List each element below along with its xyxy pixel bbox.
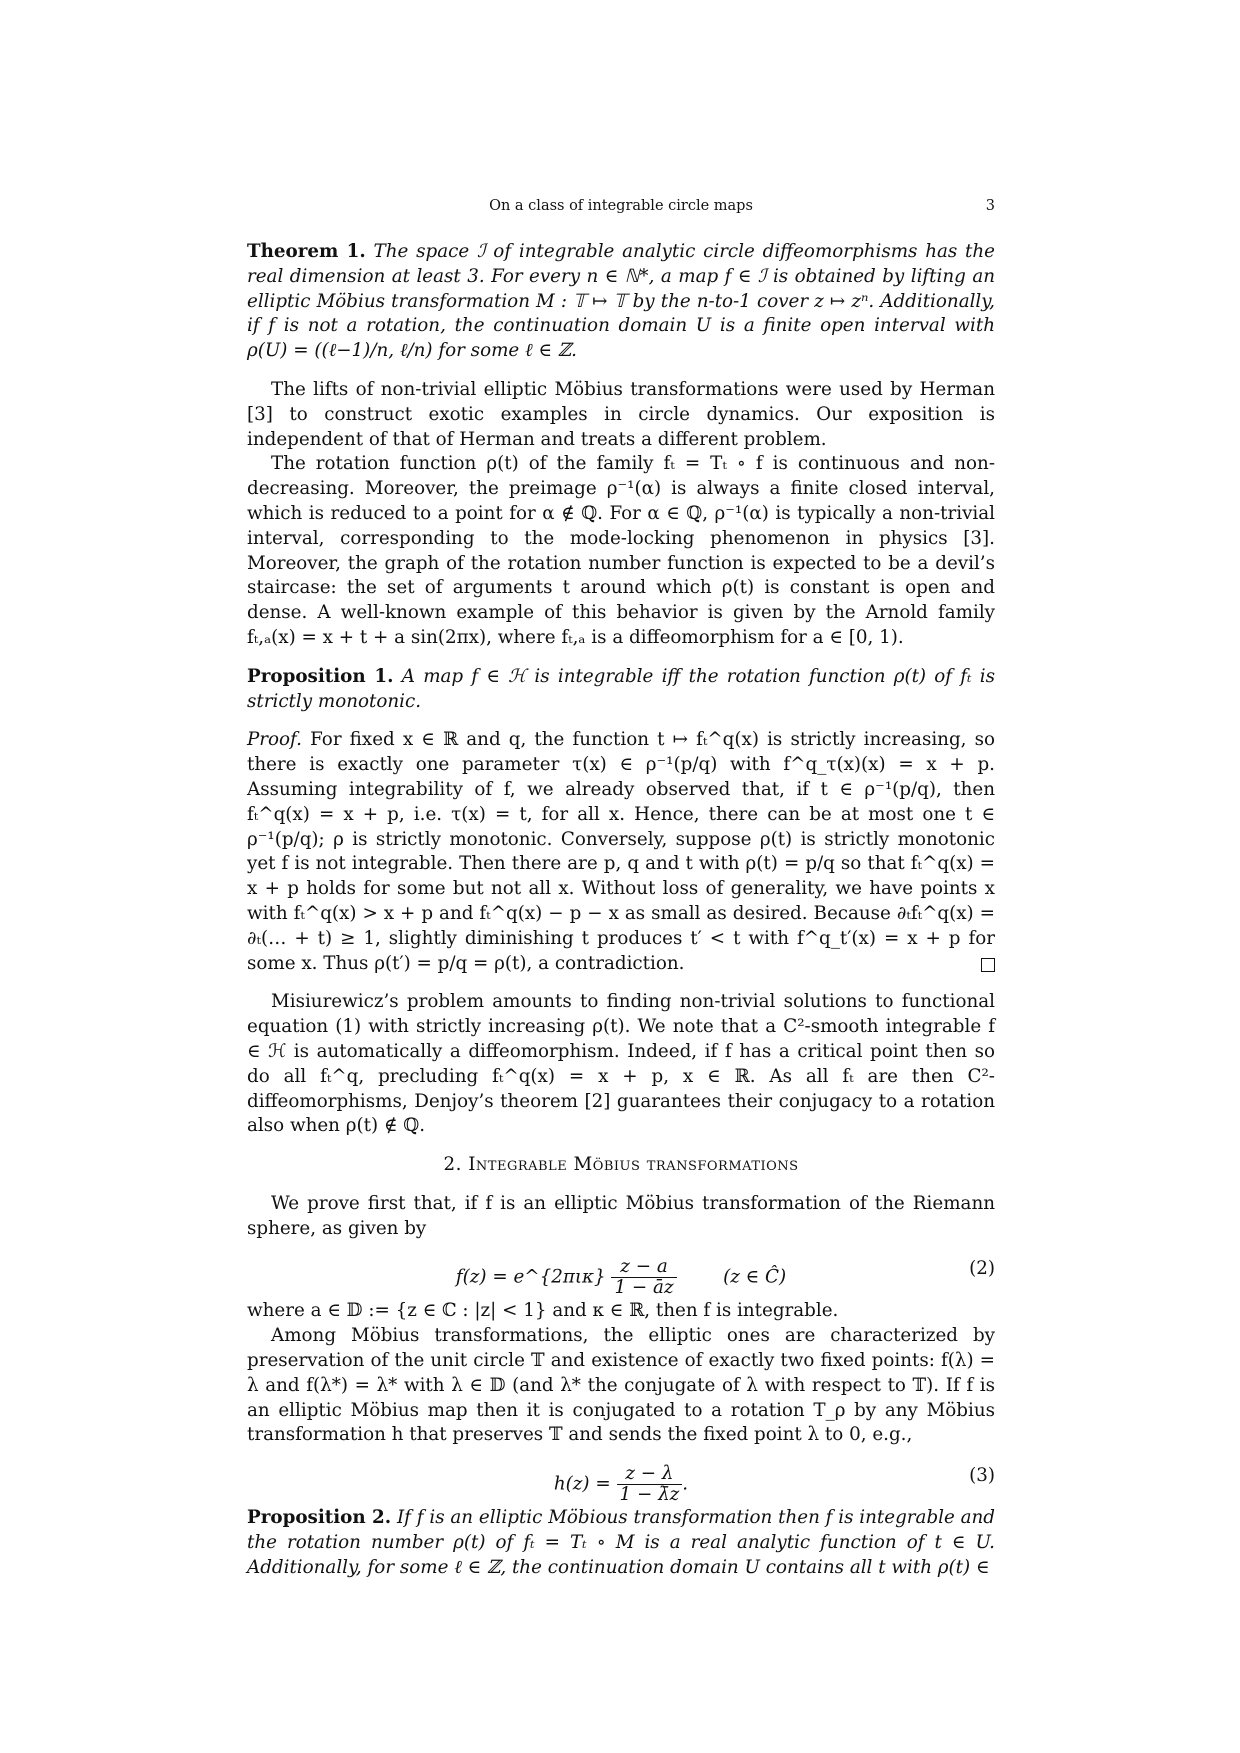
equation-3 <box>247 1452 995 1504</box>
equation-2-expression <box>247 1257 995 1298</box>
equation-3-fraction <box>617 1464 683 1505</box>
proposition-1-text: A map f ∈ ℋ is integrable iff the rotation function ρ(t) of fₜ is strictly monotonic. <box>247 665 996 712</box>
equation-3-tag: (3) <box>969 1465 995 1487</box>
equation-3-expression <box>247 1464 995 1505</box>
equation-2-condition: (z ∈ Ĉ) <box>723 1266 787 1288</box>
paragraph-misiurewicz: Misiurewicz’s problem amounts to finding non-trivial solutions to functional equation (1) with strictly increasing ρ(t). We note that a C²-smooth integrable f ∈ ℋ is automatically a diffeomorphism. Indeed, if f has a critical point then so do all fₜ^q, precluding fₜ^q(x) = x + p, x ∈ ℝ. As all fₜ are then C²-diffeomorphisms, Denjoy’s theorem [2] guarantees their conjugacy to a rotation also when ρ(t) ∉ ℚ. <box>247 991 995 1137</box>
proposition-1-label: Proposition 1. <box>247 665 394 687</box>
proposition-1 <box>247 665 995 715</box>
page-number: 3 <box>985 198 995 214</box>
running-title: On a class of integrable circle maps <box>489 198 753 214</box>
proposition-2-label: Proposition 2. <box>247 1507 392 1529</box>
equation-3-period: . <box>682 1473 689 1495</box>
paragraph-rotation-function: The rotation function ρ(t) of the family fₜ = Tₜ ∘ f is continuous and non-decreasing. Moreover, the preimage ρ⁻¹(α) is always a finite closed interval, which is reduced to a point for α ∉ ℚ. For α ∈ ℚ, ρ⁻¹(α) is typically a non-trivial interval, corresponding to the mode-locking phenomenon in physics [3]. Moreover, the graph of the rotation number function is expected to be a devil’s staircase: the set of arguments t around which ρ(t) is constant is open and dense. A well-known example of this behavior is given by the Arnold family fₜ,ₐ(x) = x + t + a sin(2πx), where fₜ,ₐ is a diffeomorphism for a ∈ [0, 1). <box>247 453 995 648</box>
equation-2-denominator: 1 − āz <box>614 1277 674 1299</box>
theorem-1 <box>247 240 995 364</box>
equation-3-numerator: z − λ <box>617 1464 683 1485</box>
equation-2-numerator: z − a <box>611 1257 676 1278</box>
theorem-1-label: Theorem 1. <box>247 241 366 262</box>
section-2-title: 2. Integrable Möbius transformations <box>443 1154 799 1176</box>
equation-2-lhs: f(z) = e^{2πικ} <box>455 1266 606 1288</box>
theorem-1-text: The space ℐ of integrable analytic circle diffeomorphisms has the real dimension at least 3. For every n ∈ ℕ*, a map f ∈ ℐ is obtained by lifting an elliptic Möbius transformation M : 𝕋 ↦ 𝕋 by the n-to-1 cover z ↦ zⁿ. Additionally, if f is not a rotation, the continuation domain U is a finite open interval with ρ(U) = ((ℓ−1)/n, ℓ/n) for some ℓ ∈ ℤ. <box>247 241 996 362</box>
proof-label: Proof. <box>247 729 302 751</box>
equation-2-tag: (2) <box>969 1258 995 1280</box>
paragraph-herman: The lifts of non-trivial elliptic Möbius transformations were used by Herman [3] to construct exotic examples in circle dynamics. Our exposition is independent of that of Herman and treats a different problem. <box>247 378 995 450</box>
qed-symbol <box>981 958 995 972</box>
equation-3-lhs: h(z) = <box>553 1473 611 1495</box>
page-body <box>247 240 995 1581</box>
equation-3-denominator: 1 − λ̄z <box>619 1484 680 1506</box>
running-header <box>247 198 995 222</box>
equation-2-fraction <box>611 1257 676 1298</box>
paragraph-mobius-intro: We prove first that, if f is an elliptic Möbius transformation of the Riemann sphere, as given by <box>247 1192 995 1239</box>
proposition-2 <box>247 1506 995 1580</box>
equation-2 <box>247 1245 995 1297</box>
proof-text: For fixed x ∈ ℝ and q, the function t ↦ fₜ^q(x) is strictly increasing, so there is exactly one parameter τ(x) ∈ ρ⁻¹(p/q) with f^q_τ(x)(x) = x + p. Assuming integrability of f, we already observed that, if t ∈ ρ⁻¹(p/q), then fₜ^q(x) = x + p, i.e. τ(x) = t, for all x. Hence, there can be at most one t ∈ ρ⁻¹(p/q); ρ is strictly monotonic. Conversely, suppose ρ(t) is strictly monotonic yet f is not integrable. Then there are p, q and t with ρ(t) = p/q so that fₜ^q(x) = x + p holds for some but not all x. Without loss of generality, we have points x with fₜ^q(x) > x + p and fₜ^q(x) − p − x as small as desired. Because ∂ₜfₜ^q(x) = ∂ₜ(… + t) ≥ 1, slightly diminishing t produces t′ < t with f^q_t′(x) = x + p for some x. Thus ρ(t′) = p/q = ρ(t), a contradiction. <box>247 729 995 974</box>
proposition-2-text: If f is an elliptic Möbious transformation then f is integrable and the rotation number ρ(t) of fₜ = Tₜ ∘ M is a real analytic function of t ∈ U. Additionally, for some ℓ ∈ ℤ, the continuation domain U contains all t with ρ(t) ∈ <box>247 1507 996 1578</box>
paragraph-elliptic: Among Möbius transformations, the elliptic ones are characterized by preservation of the unit circle 𝕋 and existence of exactly two fixed points: f(λ) = λ and f(λ*) = λ* with λ ∈ 𝔻 (and λ* the conjugate of λ with respect to 𝕋). If f is an elliptic Möbius map then it is conjugated to a rotation T_ρ by any Möbius transformation h that preserves 𝕋 and sends the fixed point λ to 0, e.g., <box>247 1325 995 1446</box>
proof-block <box>247 728 995 976</box>
paragraph-where-a: where a ∈ 𝔻 := {z ∈ ℂ : |z| < 1} and κ ∈ ℝ, then f is integrable. <box>247 1300 839 1322</box>
